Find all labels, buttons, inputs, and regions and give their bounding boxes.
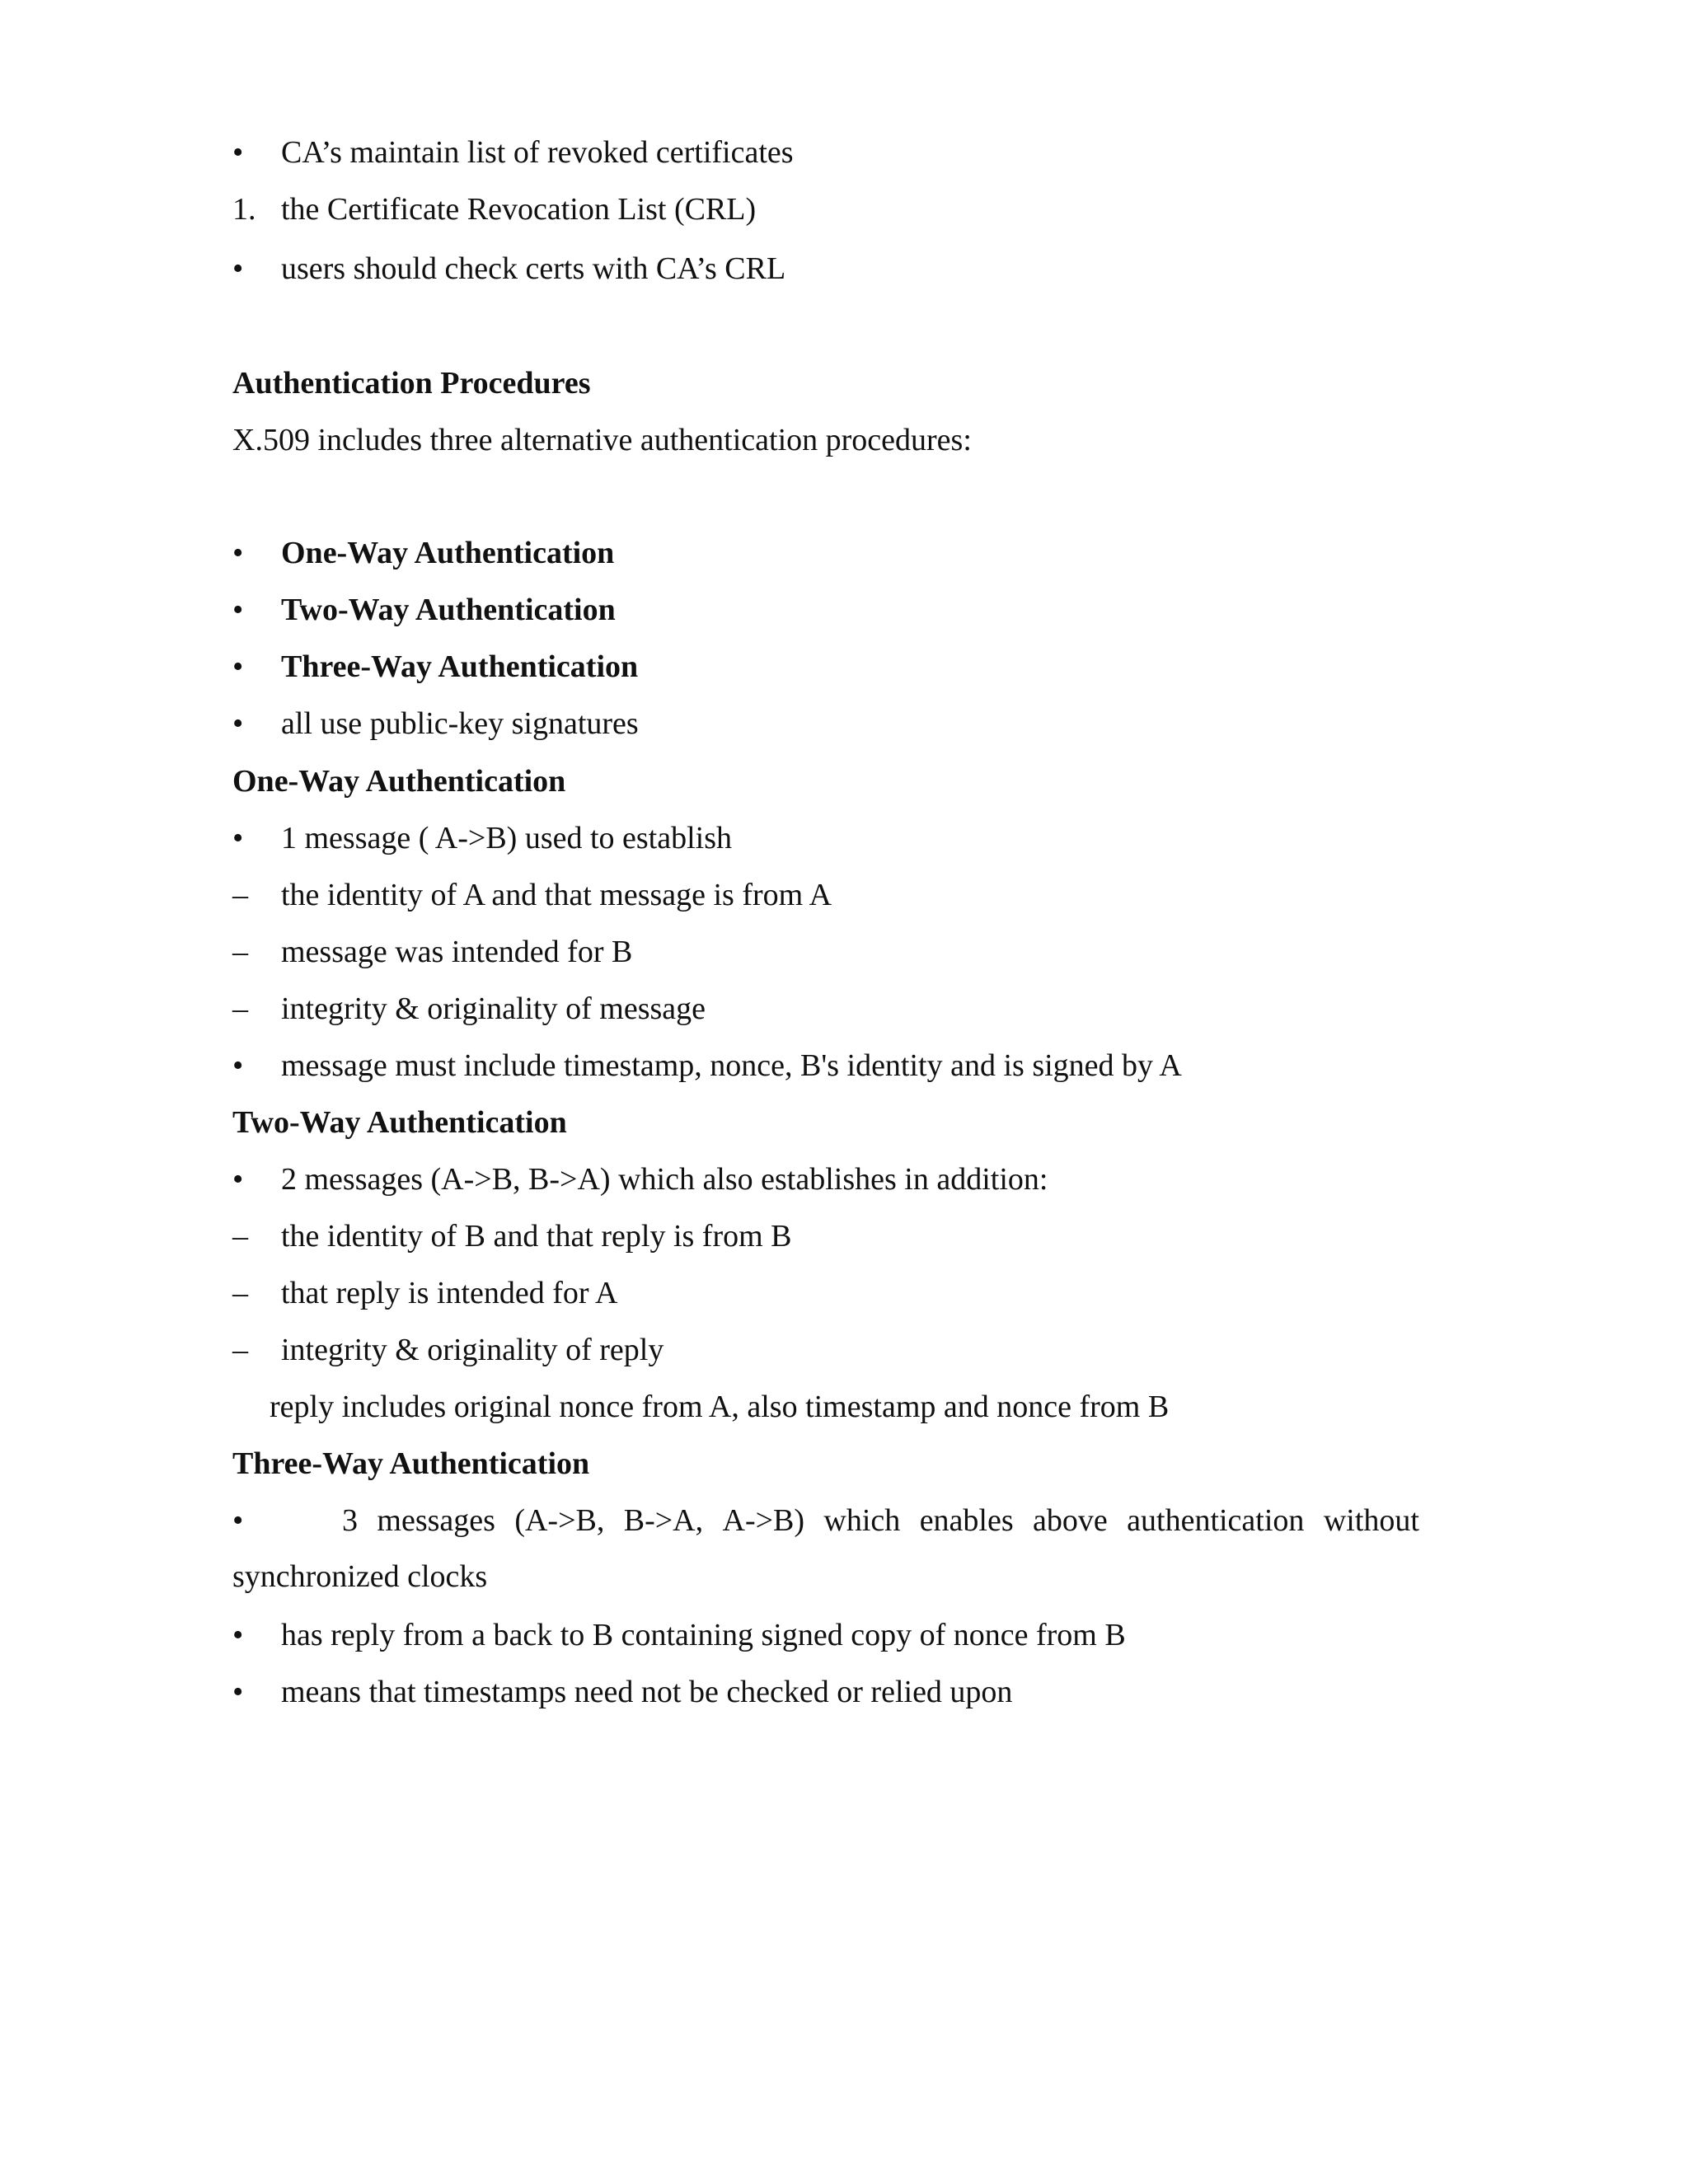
dash-marker: –: [232, 878, 248, 912]
list-item-text: One-Way Authentication: [281, 536, 615, 570]
bullet-marker: •: [232, 251, 244, 286]
list-item-text: users should check certs with CA’s CRL: [281, 251, 786, 286]
bullet-marker: •: [232, 1618, 244, 1652]
word: which: [823, 1503, 901, 1538]
dash-marker: –: [232, 1219, 248, 1254]
word: (A->B,: [514, 1503, 605, 1538]
list-item-text: means that timestamps need not be checked or relied upon: [281, 1675, 1013, 1709]
bullet-marker: •: [232, 706, 244, 741]
word: B->A,: [623, 1503, 704, 1538]
list-item-text: the Certificate Revocation List (CRL): [281, 192, 757, 227]
list-item-text: message was intended for B: [281, 935, 633, 969]
number-marker: 1.: [232, 192, 256, 227]
word: authentication: [1127, 1503, 1305, 1538]
list-item-text: CA’s maintain list of revoked certificates: [281, 135, 794, 170]
list-item-text: that reply is intended for A: [281, 1276, 618, 1310]
word: without: [1323, 1503, 1419, 1538]
section-heading: Authentication Procedures: [232, 366, 591, 401]
bullet-marker: •: [232, 536, 244, 570]
dash-marker: –: [232, 991, 248, 1026]
list-item-text: message must include timestamp, nonce, B's identity and is signed by A: [281, 1048, 1182, 1083]
list-item-text: Three-Way Authentication: [281, 649, 639, 684]
word: 3: [342, 1503, 358, 1538]
list-item-text: integrity & originality of message: [281, 991, 706, 1026]
list-item-text: 2 messages (A->B, B->A) which also establishes in addition:: [281, 1162, 1048, 1197]
list-item-text: has reply from a back to B containing signed copy of nonce from B: [281, 1618, 1126, 1652]
bullet-marker: •: [232, 135, 244, 170]
word: above: [1033, 1503, 1108, 1538]
dash-marker: –: [232, 1276, 248, 1310]
bullet-marker: •: [232, 821, 244, 855]
list-item-text: all use public-key signatures: [281, 706, 639, 741]
dash-marker: –: [232, 935, 248, 969]
bullet-marker: •: [232, 593, 244, 627]
section-heading: Two-Way Authentication: [232, 1105, 567, 1140]
word: A->B): [722, 1503, 805, 1538]
bullet-marker: •: [232, 1503, 244, 1538]
list-item-text: integrity & originality of reply: [281, 1333, 664, 1367]
bullet-marker: •: [232, 1162, 244, 1197]
bullet-marker: •: [232, 1048, 244, 1083]
list-item-text: Two-Way Authentication: [281, 593, 616, 627]
paragraph: reply includes original nonce from A, also timestamp and nonce from B: [270, 1390, 1170, 1424]
word: messages: [377, 1503, 495, 1538]
list-item-text: the identity of B and that reply is from B: [281, 1219, 792, 1254]
justified-line: [342, 1502, 1419, 1540]
bullet-marker: •: [232, 649, 244, 684]
bullet-marker: •: [232, 1675, 244, 1709]
list-item-continuation: synchronized clocks: [232, 1559, 488, 1594]
dash-marker: –: [232, 1333, 248, 1367]
list-item-text: the identity of A and that message is from A: [281, 878, 832, 912]
list-item-text: 1 message ( A->B) used to establish: [281, 821, 733, 855]
word: enables: [919, 1503, 1014, 1538]
paragraph: X.509 includes three alternative authentication procedures:: [232, 423, 972, 457]
section-heading: One-Way Authentication: [232, 764, 566, 799]
section-heading: Three-Way Authentication: [232, 1446, 590, 1481]
